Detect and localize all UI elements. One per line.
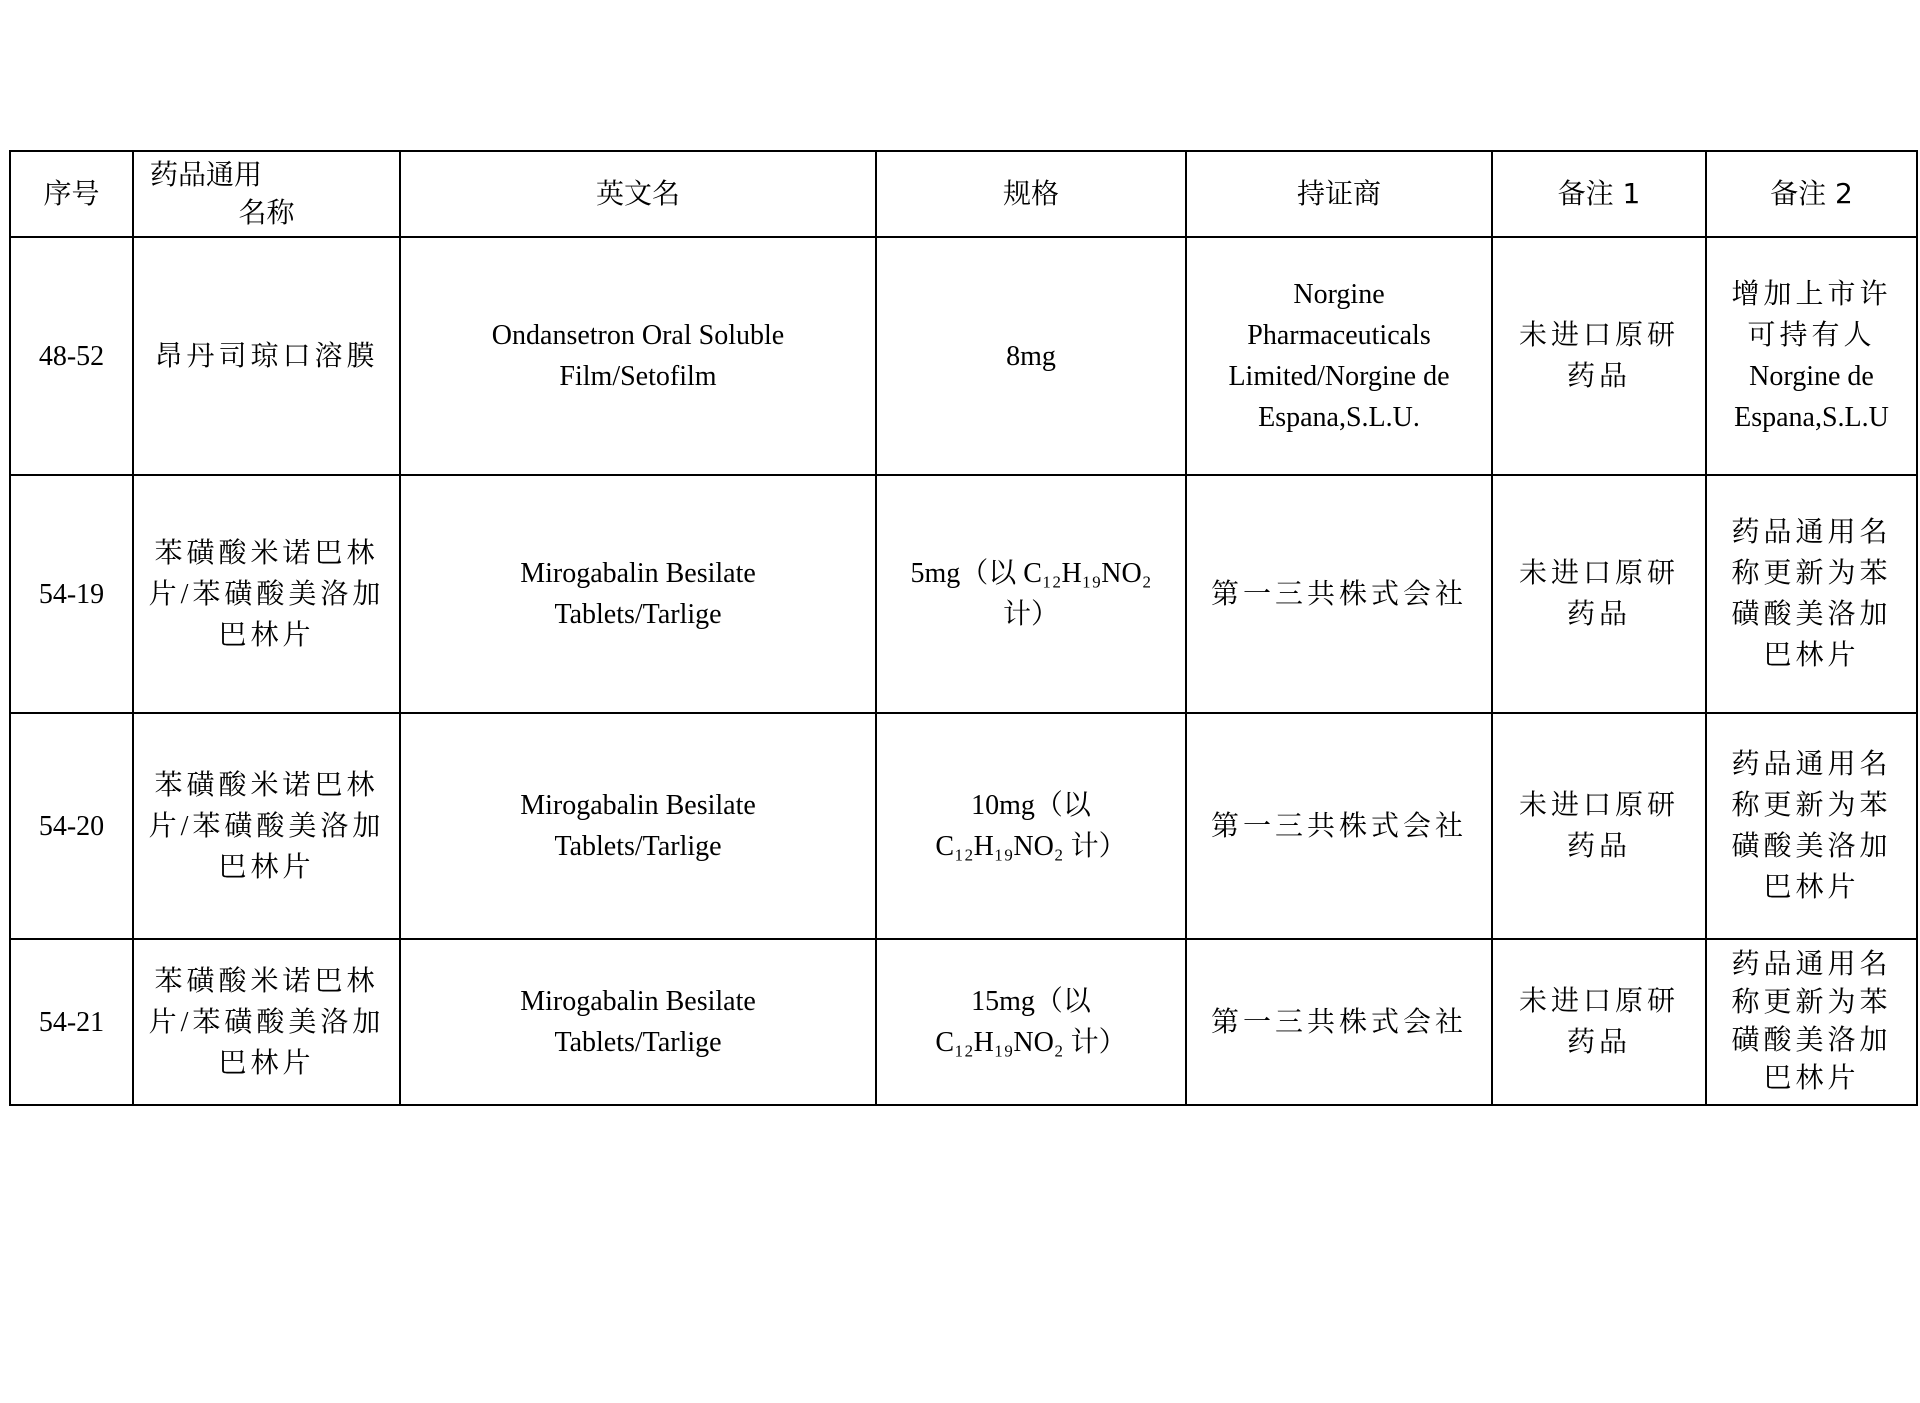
text-line: 巴林片	[218, 619, 315, 651]
text-line: 巴林片	[218, 851, 315, 883]
cell-seq: 48-52	[10, 237, 133, 475]
header-note2: 备注 2	[1706, 151, 1917, 237]
header-generic-name-line2: 名称	[238, 196, 295, 229]
text-line: 药品	[1566, 1027, 1631, 1058]
text-line: 巴林片	[1763, 1063, 1860, 1094]
text-line: 第一三共株式会社	[1210, 1006, 1467, 1038]
cell-seq: 54-20	[10, 713, 133, 939]
cell-holder	[1186, 475, 1492, 713]
text-line: Espana,S.L.U.	[1258, 402, 1420, 433]
text-line: Espana,S.L.U	[1734, 402, 1889, 433]
text-line: 巴林片	[1763, 872, 1860, 903]
text-line: Mirogabalin Besilate	[520, 790, 756, 821]
cell-spec	[876, 939, 1186, 1105]
text-line: 片/苯磺酸美洛加	[148, 810, 385, 842]
text-line: Pharmaceuticals	[1247, 320, 1431, 351]
text-line: 5mg（以 C₁₂H₁₉NO₂	[910, 558, 1152, 589]
header-generic-name-line1: 药品通用	[150, 158, 263, 191]
text-line: Tablets/Tarlige	[554, 831, 722, 862]
text-line: 未进口原研	[1518, 320, 1679, 351]
text-line: Tablets/Tarlige	[554, 599, 722, 630]
cell-note1	[1492, 939, 1706, 1105]
header-generic-name	[133, 151, 400, 237]
text-line: 未进口原研	[1518, 986, 1679, 1017]
text-line: 苯磺酸米诺巴林	[154, 965, 379, 997]
cell-spec	[876, 237, 1186, 475]
text-line: 巴林片	[218, 1047, 315, 1079]
text-line: C₁₂H₁₉NO₂ 计）	[935, 831, 1127, 862]
text-line: 8mg	[1006, 340, 1056, 372]
cell-holder	[1186, 939, 1492, 1105]
cell-generic-name	[133, 475, 400, 713]
cell-note1	[1492, 713, 1706, 939]
cell-spec	[876, 713, 1186, 939]
table-row	[10, 939, 1917, 1105]
text-line: 未进口原研	[1518, 558, 1679, 589]
text-line: Mirogabalin Besilate	[520, 558, 756, 589]
cell-note1	[1492, 237, 1706, 475]
text-line: 药品	[1566, 599, 1631, 630]
cell-note1	[1492, 475, 1706, 713]
text-line: Norgine	[1293, 279, 1385, 310]
text-line: Limited/Norgine de	[1228, 361, 1450, 392]
text-line: 10mg（以	[971, 790, 1091, 821]
cell-seq: 54-21	[10, 939, 133, 1105]
header-note1: 备注 1	[1492, 151, 1706, 237]
header-holder: 持证商	[1186, 151, 1492, 237]
text-line: Film/Setofilm	[559, 361, 717, 392]
cell-note2	[1706, 475, 1917, 713]
text-line: 第一三共株式会社	[1210, 578, 1467, 610]
cell-seq: 54-19	[10, 475, 133, 713]
header-english-name: 英文名	[400, 151, 876, 237]
cell-spec	[876, 475, 1186, 713]
cell-note2	[1706, 713, 1917, 939]
cell-english-name	[400, 713, 876, 939]
text-line: 巴林片	[1763, 640, 1860, 671]
cell-generic-name	[133, 939, 400, 1105]
table-row	[10, 237, 1917, 475]
table-row	[10, 475, 1917, 713]
cell-english-name	[400, 939, 876, 1105]
text-line: 片/苯磺酸美洛加	[148, 1006, 385, 1038]
text-line: Norgine de	[1749, 361, 1874, 392]
cell-english-name	[400, 475, 876, 713]
cell-holder	[1186, 237, 1492, 475]
text-line: 药品	[1566, 361, 1631, 392]
text-line: Mirogabalin Besilate	[520, 986, 756, 1017]
text-line: 药品通用名	[1731, 949, 1892, 980]
text-line: 称更新为苯	[1731, 558, 1892, 589]
header-spec: 规格	[876, 151, 1186, 237]
text-line: 未进口原研	[1518, 790, 1679, 821]
cell-english-name	[400, 237, 876, 475]
text-line: 药品通用名	[1731, 517, 1892, 548]
text-line: Tablets/Tarlige	[554, 1027, 722, 1058]
text-line: 片/苯磺酸美洛加	[148, 578, 385, 610]
cell-holder	[1186, 713, 1492, 939]
text-line: 称更新为苯	[1731, 987, 1892, 1018]
text-line: 磺酸美洛加	[1731, 1025, 1892, 1056]
text-line: 药品	[1566, 831, 1631, 862]
text-line: 计）	[1002, 599, 1059, 630]
text-line: C₁₂H₁₉NO₂ 计）	[935, 1027, 1127, 1058]
document-page	[9, 150, 1916, 1106]
text-line: Ondansetron Oral Soluble	[491, 320, 785, 351]
text-line: 增加上市许	[1731, 279, 1892, 310]
cell-generic-name	[133, 713, 400, 939]
text-line: 磺酸美洛加	[1731, 831, 1892, 862]
text-line: 苯磺酸米诺巴林	[154, 769, 379, 801]
table-header-row	[10, 151, 1917, 237]
text-line: 苯磺酸米诺巴林	[154, 537, 379, 569]
header-seq: 序号	[10, 151, 133, 237]
table-row	[10, 713, 1917, 939]
cell-note2	[1706, 237, 1917, 475]
text-line: 磺酸美洛加	[1731, 599, 1892, 630]
cell-generic-name: 昂丹司琼口溶膜	[133, 237, 400, 475]
drug-list-table	[9, 150, 1918, 1106]
text-line: 药品通用名	[1731, 749, 1892, 780]
cell-note2	[1706, 939, 1917, 1105]
text-line: 第一三共株式会社	[1210, 810, 1467, 842]
text-line: 15mg（以	[971, 986, 1091, 1017]
text-line: 可持有人	[1747, 320, 1876, 351]
text-line: 称更新为苯	[1731, 790, 1892, 821]
